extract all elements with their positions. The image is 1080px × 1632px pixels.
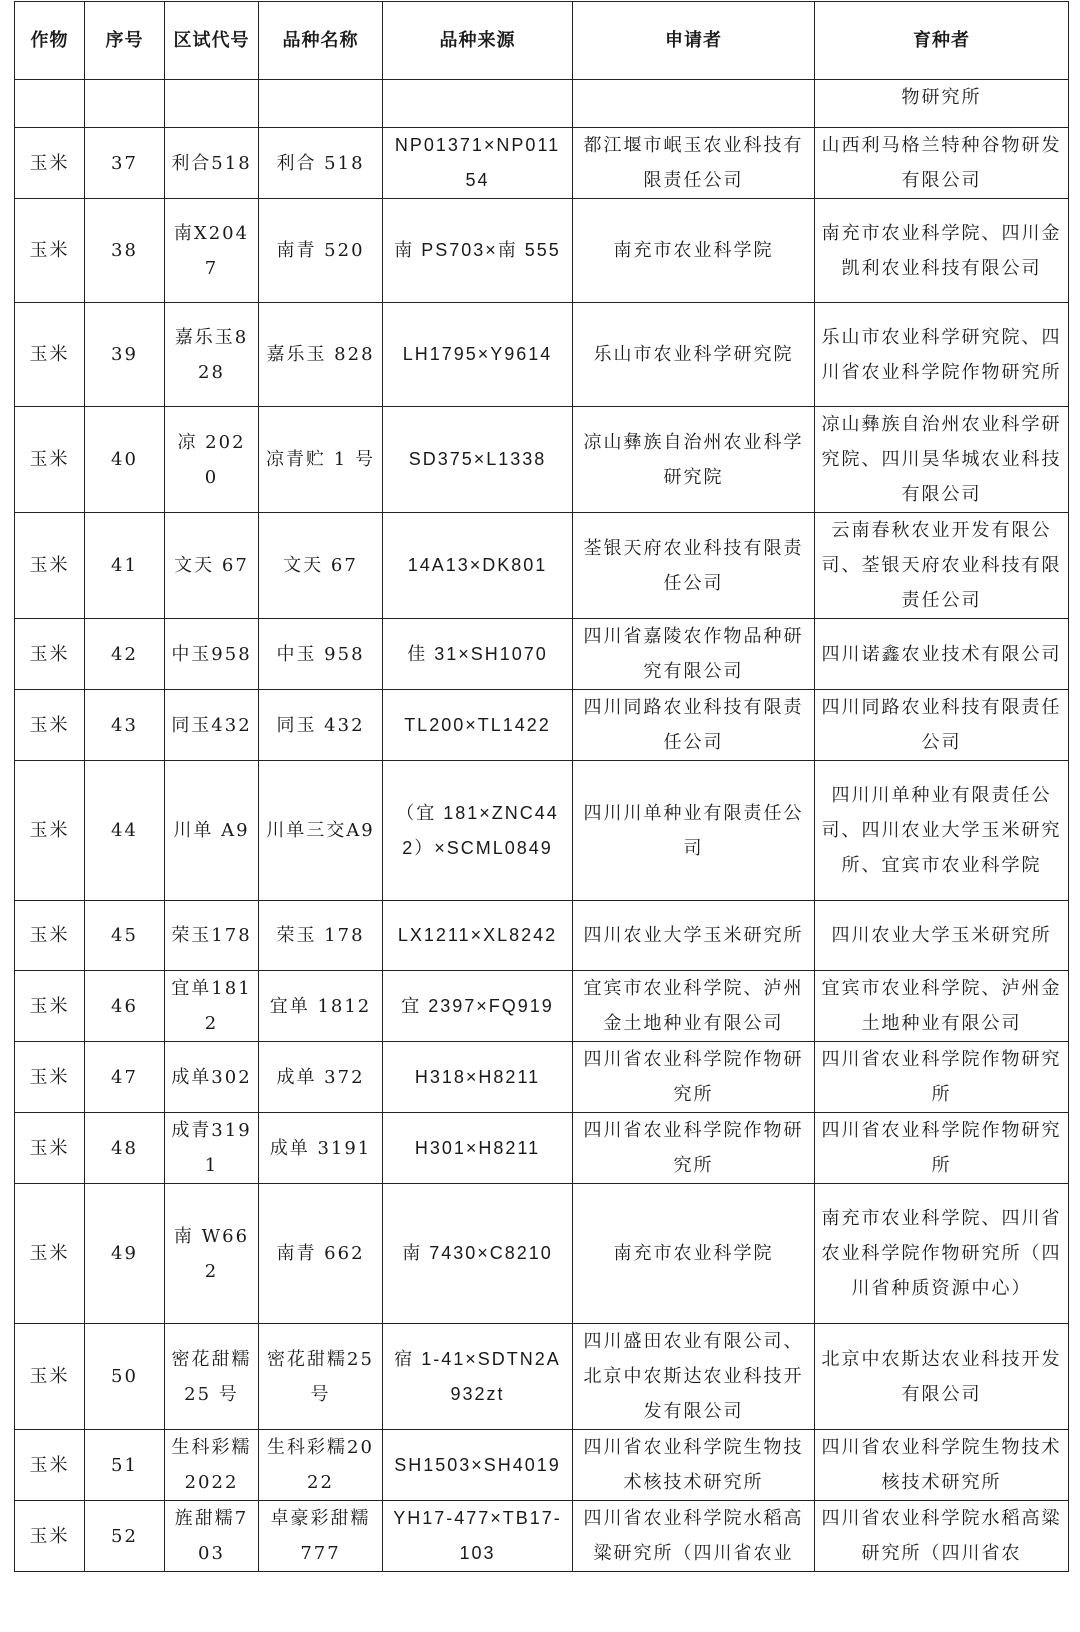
cell-source: LX1211×XL8242 (383, 901, 573, 971)
cell-name: 荣玉 178 (259, 901, 383, 971)
cell-name: 成单 372 (259, 1042, 383, 1113)
cell-crop: 玉米 (15, 1042, 85, 1113)
cell-crop: 玉米 (15, 303, 85, 407)
cell-source: 宜 2397×FQ919 (383, 971, 573, 1042)
table-wrapper (14, 1, 1069, 1572)
cell-breeder: 乐山市农业科学研究院、四川省农业科学院作物研究所 (815, 303, 1069, 407)
header-source: 品种来源 (383, 2, 573, 80)
cell-no: 49 (85, 1184, 165, 1324)
cell-source: YH17-477×TB17-103 (383, 1501, 573, 1572)
cell-breeder: 山西利马格兰特种谷物研发有限公司 (815, 128, 1069, 199)
cell-code: 南X2047 (165, 199, 259, 303)
header-applicant: 申请者 (573, 2, 815, 80)
cell-applicant: 南充市农业科学院 (573, 199, 815, 303)
cell-crop (15, 80, 85, 128)
table-row (15, 1430, 1069, 1501)
cell-breeder: 四川同路农业科技有限责任公司 (815, 690, 1069, 761)
cell-name: 利合 518 (259, 128, 383, 199)
cell-breeder: 四川农业大学玉米研究所 (815, 901, 1069, 971)
cell-code: 文天 67 (165, 513, 259, 619)
cell-no: 40 (85, 407, 165, 513)
cell-source: 南 7430×C8210 (383, 1184, 573, 1324)
cell-code: 利合518 (165, 128, 259, 199)
cell-no: 44 (85, 761, 165, 901)
cell-breeder: 云南春秋农业开发有限公司、荃银天府农业科技有限责任公司 (815, 513, 1069, 619)
cell-code: 成青3191 (165, 1113, 259, 1184)
table-row (15, 971, 1069, 1042)
table-row (15, 619, 1069, 690)
cell-name: 嘉乐玉 828 (259, 303, 383, 407)
cell-no: 39 (85, 303, 165, 407)
cell-code: 南 W662 (165, 1184, 259, 1324)
cell-source: TL200×TL1422 (383, 690, 573, 761)
cell-crop: 玉米 (15, 1113, 85, 1184)
cell-name: 同玉 432 (259, 690, 383, 761)
cell-applicant (573, 80, 815, 128)
table-row (15, 407, 1069, 513)
cell-applicant: 南充市农业科学院 (573, 1184, 815, 1324)
table-row (15, 901, 1069, 971)
cell-applicant: 乐山市农业科学研究院 (573, 303, 815, 407)
table-row (15, 690, 1069, 761)
header-trial-code: 区试代号 (165, 2, 259, 80)
cell-no: 38 (85, 199, 165, 303)
cell-source: 南 PS703×南 555 (383, 199, 573, 303)
table-row (15, 1042, 1069, 1113)
cell-no: 45 (85, 901, 165, 971)
cell-crop: 玉米 (15, 761, 85, 901)
cell-breeder: 四川省农业科学院作物研究所 (815, 1042, 1069, 1113)
cell-no: 50 (85, 1324, 165, 1430)
cell-name: 密花甜糯25 号 (259, 1324, 383, 1430)
cell-code: 嘉乐玉828 (165, 303, 259, 407)
cell-applicant: 四川省农业科学院水稻高粱研究所（四川省农业 (573, 1501, 815, 1572)
cell-code: 成单302 (165, 1042, 259, 1113)
cell-code: 密花甜糯 25 号 (165, 1324, 259, 1430)
cell-applicant: 四川省农业科学院作物研究所 (573, 1113, 815, 1184)
cell-crop: 玉米 (15, 901, 85, 971)
header-crop: 作物 (15, 2, 85, 80)
cell-applicant: 四川省嘉陵农作物品种研究有限公司 (573, 619, 815, 690)
table-row (15, 1324, 1069, 1430)
cell-crop: 玉米 (15, 619, 85, 690)
table-body (15, 80, 1069, 1572)
cell-applicant: 四川川单种业有限责任公司 (573, 761, 815, 901)
cell-no: 51 (85, 1430, 165, 1501)
header-row (15, 2, 1069, 80)
cell-applicant: 凉山彝族自治州农业科学研究院 (573, 407, 815, 513)
cell-crop: 玉米 (15, 407, 85, 513)
cell-no: 43 (85, 690, 165, 761)
cell-code: 凉 2020 (165, 407, 259, 513)
table-row (15, 199, 1069, 303)
cell-crop: 玉米 (15, 971, 85, 1042)
cell-crop: 玉米 (15, 1184, 85, 1324)
cell-crop: 玉米 (15, 513, 85, 619)
cell-applicant: 四川农业大学玉米研究所 (573, 901, 815, 971)
cell-no: 37 (85, 128, 165, 199)
cell-source: （宜 181×ZNC442）×SCML0849 (383, 761, 573, 901)
cell-no: 52 (85, 1501, 165, 1572)
cell-name: 凉青贮 1 号 (259, 407, 383, 513)
table-row (15, 1113, 1069, 1184)
cell-crop: 玉米 (15, 1501, 85, 1572)
cell-source: H318×H8211 (383, 1042, 573, 1113)
table-row (15, 1184, 1069, 1324)
cell-breeder: 宜宾市农业科学院、泸州金土地种业有限公司 (815, 971, 1069, 1042)
cell-name: 生科彩糯2022 (259, 1430, 383, 1501)
cell-source: 宿 1-41×SDTN2A932zt (383, 1324, 573, 1430)
cell-source: LH1795×Y9614 (383, 303, 573, 407)
cell-crop: 玉米 (15, 1324, 85, 1430)
cell-source (383, 80, 573, 128)
table-row (15, 513, 1069, 619)
cell-no: 41 (85, 513, 165, 619)
cell-name: 卓豪彩甜糯777 (259, 1501, 383, 1572)
cell-crop: 玉米 (15, 1430, 85, 1501)
cell-source: SD375×L1338 (383, 407, 573, 513)
cell-applicant: 都江堰市岷玉农业科技有限责任公司 (573, 128, 815, 199)
cell-breeder: 凉山彝族自治州农业科学研究院、四川昊华城农业科技有限公司 (815, 407, 1069, 513)
header-breeder: 育种者 (815, 2, 1069, 80)
cell-name: 成单 3191 (259, 1113, 383, 1184)
cell-breeder: 物研究所 (815, 80, 1069, 128)
variety-table (14, 1, 1069, 1572)
cell-code: 生科彩糯 2022 (165, 1430, 259, 1501)
cell-breeder: 四川省农业科学院作物研究所 (815, 1113, 1069, 1184)
cell-name: 宜单 1812 (259, 971, 383, 1042)
cell-no: 48 (85, 1113, 165, 1184)
cell-name: 南青 520 (259, 199, 383, 303)
cell-applicant: 四川同路农业科技有限责任公司 (573, 690, 815, 761)
cell-code: 同玉432 (165, 690, 259, 761)
cell-name: 南青 662 (259, 1184, 383, 1324)
header-no: 序号 (85, 2, 165, 80)
cell-no: 47 (85, 1042, 165, 1113)
cell-code: 中玉958 (165, 619, 259, 690)
cell-source: 14A13×DK801 (383, 513, 573, 619)
cell-name: 文天 67 (259, 513, 383, 619)
cell-breeder: 四川诺鑫农业技术有限公司 (815, 619, 1069, 690)
cell-code: 宜单1812 (165, 971, 259, 1042)
cell-no (85, 80, 165, 128)
cell-source: SH1503×SH4019 (383, 1430, 573, 1501)
table-row (15, 128, 1069, 199)
cell-breeder: 南充市农业科学院、四川金凯利农业科技有限公司 (815, 199, 1069, 303)
table-row (15, 303, 1069, 407)
cell-breeder: 四川省农业科学院水稻高粱研究所（四川省农 (815, 1501, 1069, 1572)
cell-code: 川单 A9 (165, 761, 259, 901)
cell-source: 佳 31×SH1070 (383, 619, 573, 690)
cell-name: 川单三交A9 (259, 761, 383, 901)
cell-crop: 玉米 (15, 690, 85, 761)
cell-applicant: 荃银天府农业科技有限责任公司 (573, 513, 815, 619)
cell-breeder: 南充市农业科学院、四川省农业科学院作物研究所（四川省种质资源中心） (815, 1184, 1069, 1324)
cell-applicant: 宜宾市农业科学院、泸州金土地种业有限公司 (573, 971, 815, 1042)
cell-no: 42 (85, 619, 165, 690)
cell-source: NP01371×NP01154 (383, 128, 573, 199)
cell-crop: 玉米 (15, 199, 85, 303)
cell-breeder: 四川省农业科学院生物技术核技术研究所 (815, 1430, 1069, 1501)
cell-name (259, 80, 383, 128)
cell-source: H301×H8211 (383, 1113, 573, 1184)
cell-name: 中玉 958 (259, 619, 383, 690)
cell-applicant: 四川盛田农业有限公司、北京中农斯达农业科技开发有限公司 (573, 1324, 815, 1430)
cell-applicant: 四川省农业科学院作物研究所 (573, 1042, 815, 1113)
table-row (15, 761, 1069, 901)
cell-breeder: 北京中农斯达农业科技开发有限公司 (815, 1324, 1069, 1430)
cell-crop: 玉米 (15, 128, 85, 199)
cell-code: 旌甜糯703 (165, 1501, 259, 1572)
cell-no: 46 (85, 971, 165, 1042)
cell-applicant: 四川省农业科学院生物技术核技术研究所 (573, 1430, 815, 1501)
cell-breeder: 四川川单种业有限责任公司、四川农业大学玉米研究所、宜宾市农业科学院 (815, 761, 1069, 901)
cell-code (165, 80, 259, 128)
table-row (15, 1501, 1069, 1572)
continuation-row (15, 80, 1069, 128)
cell-code: 荣玉178 (165, 901, 259, 971)
header-variety: 品种名称 (259, 2, 383, 80)
